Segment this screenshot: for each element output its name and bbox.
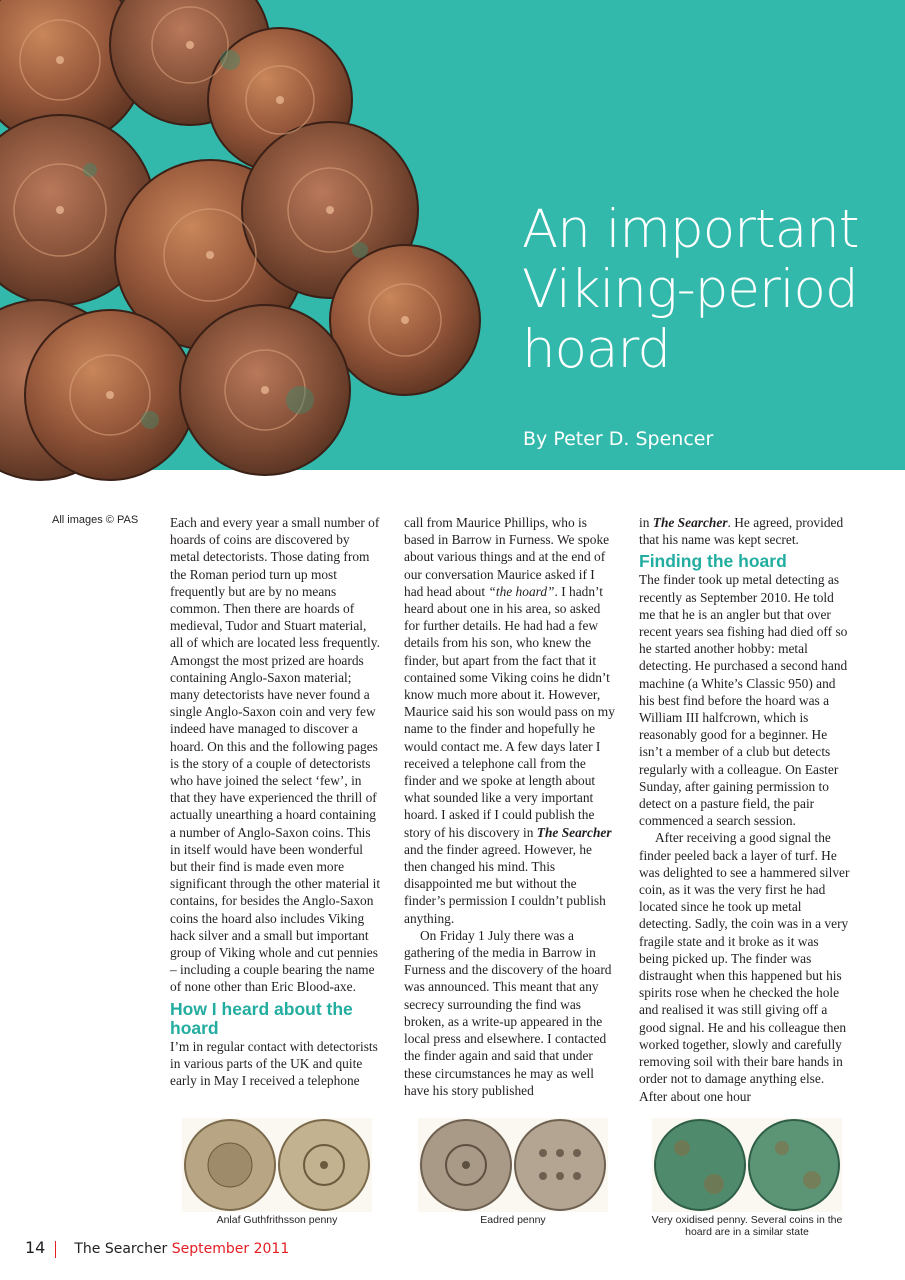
section-heading: Finding the hoard: [639, 551, 787, 572]
image-credit: All images © PAS: [52, 514, 139, 526]
paragraph: Each and every year a small number of hoards of coins are discovered by metal detectorists. Those dating from the Roman period turn up most frequently but are by no means common. Then there are hoards of medieval, Tudor and Stuart material, all of which are located less frequently. Amongst the most prized are hoards containing Anglo-Saxon material; many detectorists have never found a single Anglo-Saxon coin and very few indeed have managed to discover a hoard. On this and the following pages is the story of a couple of detectorists who have joined the select ‘few’, in that they have experienced the thrill of actually unearthing a hoard containing a number of Anglo-Saxon coins. This in itself would have been wonderful but their find is made even more significant through the other material it contains, for besides the Anglo-Saxon coins the hoard also includes Viking hack silver and a small but important group of Viking whole and cut pennies – including a couple bearing the name of none other than Eric Blood-axe.: [170, 515, 381, 995]
text-run: in: [639, 515, 653, 530]
paragraph: I’m in regular contact with detectorists in various parts of the UK and quite early in May I received a telephone: [170, 1038, 378, 1089]
text-column-2: [404, 514, 616, 1099]
paragraph: [639, 514, 851, 548]
paragraph: [404, 514, 616, 927]
issue-date: September 2011: [171, 1241, 290, 1257]
text-run: and the finder agreed. However, he then changed his mind. This disappointed me but without the finder’s permission I couldn’t publish anything.: [404, 841, 606, 926]
paragraph: After receiving a good signal the finder peeled back a layer of turf. He was delighted to see a hammered silver coin, as it was the very first he had located since he took up metal detecting. Sadly, the coin was in a very fragile state and it broke as it was being picked up. The finder was distraught when this happened but his spirits rose when he checked the hole and realised it was still giving off a good signal. He and his colleague then worked together, slowly and carefully removing soil with their bare hands in order not to damage anything else. After about one hour: [639, 830, 850, 1104]
text-run: call from Maurice Phillips, who is based in Barrow in Furness. We spoke about various things and at the end of our conversation Maurice asked if I had head about: [404, 515, 610, 599]
text-column-3: [639, 514, 851, 1105]
footer-divider: [55, 1241, 56, 1258]
title-line: hoard: [522, 319, 670, 380]
photo-caption: Anlaf Guthfrithsson penny: [216, 1214, 338, 1226]
photo-caption: Very oxidised penny. Several coins in the hoard are in a similar state: [651, 1214, 843, 1238]
text-run: . He agreed, provided that his name was kept secret.: [639, 515, 844, 548]
title-line: Viking-period: [522, 259, 858, 320]
article-title: [522, 200, 892, 380]
text-column-1: [170, 514, 382, 1089]
oxidised-penny-photo: [652, 1118, 842, 1212]
section-heading: How I heard about the hoard: [170, 998, 353, 1038]
coin-hoard-photo: [0, 0, 500, 500]
paragraph: The finder took up metal detecting as recently as September 2010. He told me that he is an angler but that over recent years sea fishing had died off so he started another hobby: metal detecting. He purchased a second hand machine (a White’s Classic 950) and his best find before the hoard was a William III halfcrown, which is reasonably good for a beginner. He isn’t a member of a club but detects regularly with a colleague. On Easter Sunday, after gaining permission to detect on a pasture field, the pair commenced a search session.: [639, 572, 848, 829]
eadred-penny-photo: [418, 1118, 608, 1212]
magazine-name: The Searcher: [652, 515, 728, 530]
anlaf-penny-photo: [182, 1118, 372, 1212]
text-run: . I hadn’t heard about one in his area, so asked for further details. He had had a few details from his son, who knew the finder, but apart from the fact that it contained some Viking coins he didn’t know much more about it. However, Maurice said his son would pass on my name to the finder and hopefully he would contact me. A few days later I received a telephone call from the finder and we spoke at length about what sounded like a very important hoard. I asked if I could publish the story of his discovery in: [404, 583, 615, 840]
magazine-title: The Searcher: [74, 1241, 168, 1257]
quoted-phrase: “the hoard”: [488, 583, 555, 599]
byline: By Peter D. Spencer: [523, 428, 714, 450]
page-number: 14: [25, 1238, 46, 1257]
photo-caption: Eadred penny: [480, 1214, 546, 1226]
page-footer: [25, 1238, 289, 1258]
title-line: An important: [522, 199, 859, 260]
magazine-name: The Searcher: [536, 824, 612, 840]
paragraph: On Friday 1 July there was a gathering of the media in Barrow in Furness and the discovery of the hoard was announced. This meant that any secrecy surrounding the find was broken, as a write-up appeared in the local press and elsewhere. I contacted the finder again and said that under these circumstances he may as well have his story published: [404, 927, 612, 1098]
